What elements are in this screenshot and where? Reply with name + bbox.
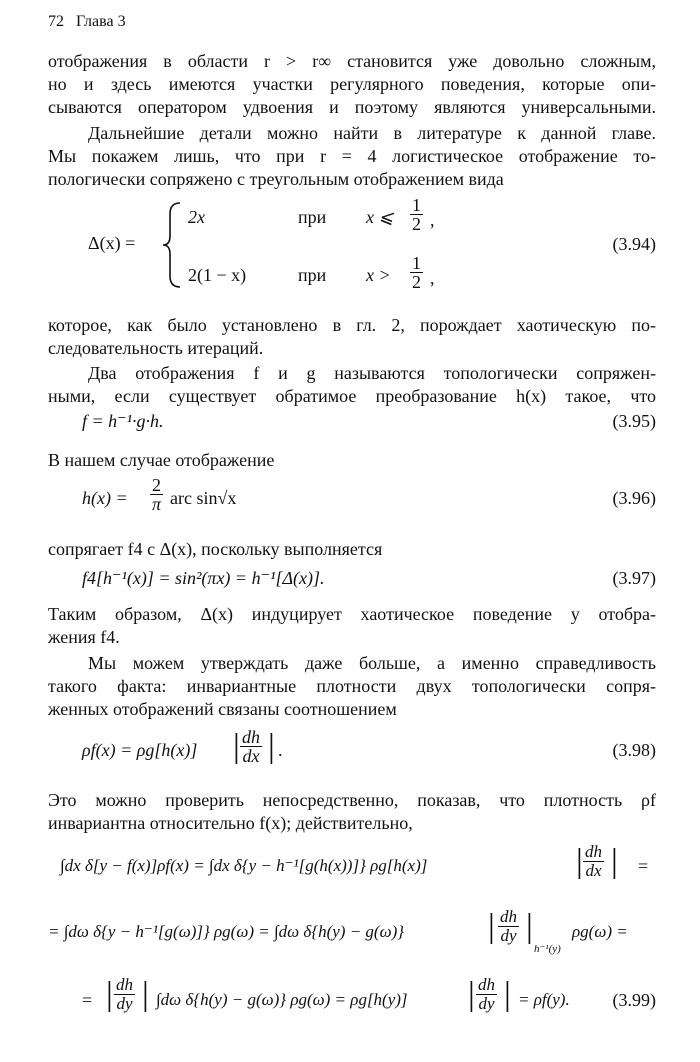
abs-bar: |: [268, 728, 275, 765]
chapter-title: Глава 3: [76, 13, 126, 30]
abs-bar: |: [468, 976, 475, 1013]
text-line: такого факта: инвариантные плотности двух топологически сопря-: [48, 676, 656, 696]
eq394-case1-expr: 2x: [188, 207, 205, 227]
left-brace-icon: [160, 200, 182, 290]
dh-dy-fraction: $\frac{dh}{dy}$: [500, 907, 517, 945]
eq394-case2-word: при: [298, 265, 327, 285]
eq396-number: (3.96): [612, 488, 656, 508]
eq396-rhs: arc sin√x: [170, 488, 237, 508]
dh-dy-fraction: $\frac{dh}{dy}$: [116, 975, 133, 1013]
eq398-lhs: ρf(x) = ρg[h(x)]: [82, 740, 198, 760]
dh-dx-fraction: $\frac{dh}{dx}$: [242, 727, 260, 766]
abs-bar: |: [504, 976, 511, 1013]
abs-bar: |: [233, 728, 240, 765]
page-header: [48, 13, 126, 31]
text-line: Два отображения f и g называются топологически сопряжен-: [88, 363, 656, 383]
eq399-line2-end: ρg(ω) =: [572, 922, 628, 941]
eq399-line2-sub: h⁻¹(y): [534, 943, 561, 955]
eq394-lhs: Δ(x) =: [88, 233, 136, 253]
one-half-fraction: $\frac{1}{2}$: [412, 253, 421, 292]
text-line: которое, как было установлено в гл. 2, порождает хаотическую по-: [48, 315, 656, 335]
text-line: сопрягает f4 с Δ(x), поскольку выполняется: [48, 539, 383, 559]
text-line: сываются оператором удвоения и поэтому являются универсальными.: [48, 97, 656, 117]
abs-bar: |: [576, 843, 583, 880]
eq399-line2: = ∫dω δ{y − h⁻¹[g(ω)]} ρg(ω) = ∫dω δ{h(y) − g(ω)}: [48, 922, 405, 941]
text-line: следовательность итераций.: [48, 338, 264, 358]
eq399-line3-start: =: [82, 990, 93, 1010]
eq399-line1-end: =: [638, 856, 649, 876]
abs-bar: |: [106, 976, 113, 1013]
text-line: инвариантна относительно f(x); действительно,: [48, 813, 413, 833]
one-half-fraction: $\frac{1}{2}$: [412, 195, 421, 234]
text-line: Дальнейшие детали можно найти в литературе к данной главе.: [88, 123, 656, 143]
text-line: но и здесь имеются участки регулярного поведения, которые опи-: [48, 74, 656, 94]
comma: ,: [430, 210, 435, 230]
eq395-number: (3.95): [612, 411, 656, 431]
two-over-pi-fraction: $\frac{2}{\pi}$: [152, 475, 162, 514]
abs-bar: |: [142, 976, 149, 1013]
eq394-case1-word: при: [298, 207, 327, 227]
abs-bar: |: [488, 908, 495, 945]
text-line: В нашем случае отображение: [48, 450, 275, 470]
text-line: Таким образом, Δ(x) индуцирует хаотическое поведение у отобра-: [48, 604, 656, 624]
text-line: отображения в области r > r∞ становится уже довольно сложным,: [48, 51, 656, 71]
eq395-formula: f = h⁻¹·g·h.: [82, 411, 164, 431]
comma: ,: [430, 268, 435, 288]
abs-bar: |: [611, 843, 618, 880]
dh-dy-fraction: $\frac{dh}{dy}$: [478, 975, 495, 1013]
eq394-number: (3.94): [612, 234, 656, 254]
eq399-number: (3.99): [612, 990, 656, 1010]
eq399-line3-mid: ∫dω δ{h(y) − g(ω)} ρg(ω) = ρg[h(y)]: [156, 990, 408, 1009]
eq394-case2-expr: 2(1 − x): [188, 265, 247, 285]
eq397-formula: f4[h⁻¹(x)] = sin²(πx) = h⁻¹[Δ(x)].: [82, 568, 325, 588]
eq394-case2-cond: x >: [366, 265, 391, 285]
eq396-lhs: h(x) =: [82, 488, 128, 508]
eq394-case1-cond: x ⩽: [366, 207, 394, 227]
eq398-end: .: [278, 740, 283, 760]
text-line: жения f4.: [48, 627, 120, 647]
eq397-number: (3.97): [612, 568, 656, 588]
text-line: Мы можем утверждать даже больше, а именно справедливость: [88, 653, 656, 673]
text-line: Это можно проверить непосредственно, показав, что плотность ρf: [48, 790, 656, 810]
eq399-line1: ∫dx δ[y − f(x)]ρf(x) = ∫dx δ{y − h⁻¹[g(h(x))]} ρg[h(x)]: [60, 856, 428, 875]
text-line: пологически сопряжено с треугольным отображением вида: [48, 169, 504, 189]
eq399-line3-end: = ρf(y).: [518, 990, 570, 1009]
text-line: женных отображений связаны соотношением: [48, 699, 397, 719]
page-number: 72: [48, 13, 64, 30]
eq398-number: (3.98): [612, 740, 656, 760]
dh-dx-fraction: $\frac{dh}{dx}$: [585, 842, 602, 880]
text-line: ными, если существует обратимое преобразование h(x) такое, что: [48, 386, 656, 406]
abs-bar: |: [526, 908, 533, 945]
text-line: Мы покажем лишь, что при r = 4 логистическое отображение то-: [48, 146, 656, 166]
